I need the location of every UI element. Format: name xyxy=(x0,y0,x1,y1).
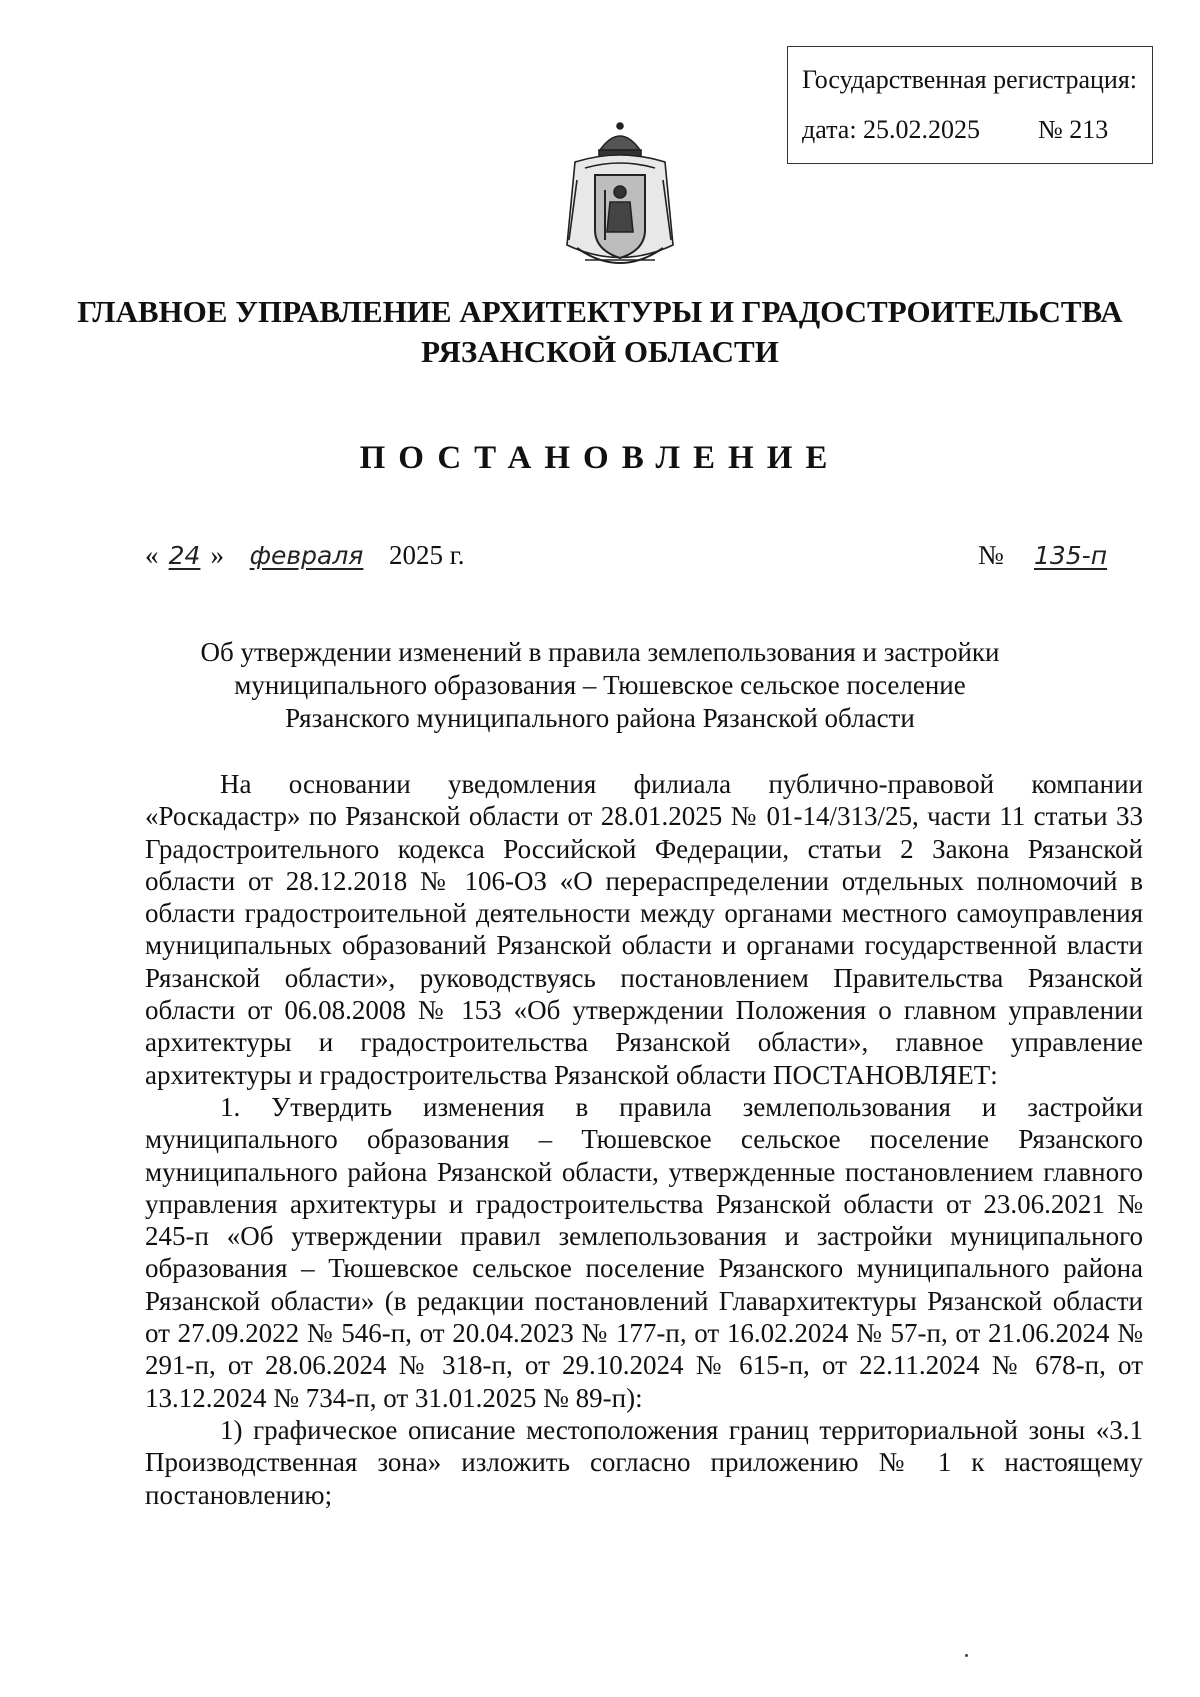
decree-number-value: 135-п xyxy=(1033,541,1108,570)
decree-body xyxy=(145,768,1143,1511)
registration-stamp xyxy=(787,46,1153,164)
registration-title: Государственная регистрация: xyxy=(802,65,1138,94)
decree-subject xyxy=(80,636,1120,735)
registration-date: дата: 25.02.2025 xyxy=(802,115,981,144)
document-type: ПОСТАНОВЛЕНИЕ xyxy=(359,440,841,476)
subject-line: Об утверждении изменений в правила землепользования и застройки xyxy=(200,637,1000,667)
preamble-paragraph: На основании уведомления филиала публично-правовой компании «Роскадастр» по Рязанской области от 28.01.2025 № 01-14/313/25, части 11 статьи 33 Градостроительного кодекса Российской Федерации, статьи 2 Закона Рязанской области от 28.12.2018 № 106-ОЗ «О перераспределении отдельных полномочий в области градостроительной деятельности между органами местного самоуправления муниципальных образований Рязанской области и органами государственной власти Рязанской области», руководствуясь постановлением Правительства Рязанской области от 06.08.2008 № 153 «Об утверждении Положения о главном управлении архитектуры и градостроительства Рязанской области», главное управление архитектуры и градостроительства Рязанской области ПОСТАНОВЛЯЕТ: xyxy=(145,769,1143,1090)
date-year: 2025 г. xyxy=(389,540,465,570)
registration-number: № 213 xyxy=(1038,115,1109,144)
date-day: 24 xyxy=(168,541,201,570)
decree-number xyxy=(978,540,1131,571)
subitem-1-paragraph: 1) графическое описание местоположения границ территориальной зоны «3.1 Производственная зона» изложить согласно приложению № 1 к настоящему постановлению; xyxy=(145,1414,1143,1510)
subject-line: Рязанского муниципального района Рязанской области xyxy=(285,703,915,733)
decree-number-label: № xyxy=(978,540,1004,570)
organization-name-line1: ГЛАВНОЕ УПРАВЛЕНИЕ АРХИТЕКТУРЫ И ГРАДОСТРОИТЕЛЬСТВА xyxy=(77,294,1123,329)
organization-name-line2: РЯЗАНСКОЙ ОБЛАСТИ xyxy=(421,334,779,369)
decree-date xyxy=(145,540,465,571)
date-open-quote: « xyxy=(145,540,159,570)
scan-speck xyxy=(965,1654,968,1657)
subject-line: муниципального образования – Тюшевское сельское поселение xyxy=(234,670,966,700)
date-month: февраля xyxy=(249,541,364,570)
coat-of-arms-icon xyxy=(555,120,685,285)
date-close-quote: » xyxy=(210,540,224,570)
item-1-paragraph: 1. Утвердить изменения в правила землепользования и застройки муниципального образования – Тюшевское сельское поселение Рязанского муниципального района Рязанской области, утвержденные постановлением главного управления архитектуры и градостроительства Рязанской области от 23.06.2021 № 245-п «Об утверждении правил землепользования и застройки муниципального образования – Тюшевское сельское поселение Рязанского муниципального района Рязанской области» (в редакции постановлений Главархитектуры Рязанской области от 27.09.2022 № 546-п, от 20.04.2023 № 177-п, от 16.02.2024 № 57-п, от 21.06.2024 № 291-п, от 28.06.2024 № 318-п, от 29.10.2024 № 615-п, от 22.11.2024 № 678-п, от 13.12.2024 № 734-п, от 31.01.2025 № 89-п): xyxy=(145,1091,1143,1413)
